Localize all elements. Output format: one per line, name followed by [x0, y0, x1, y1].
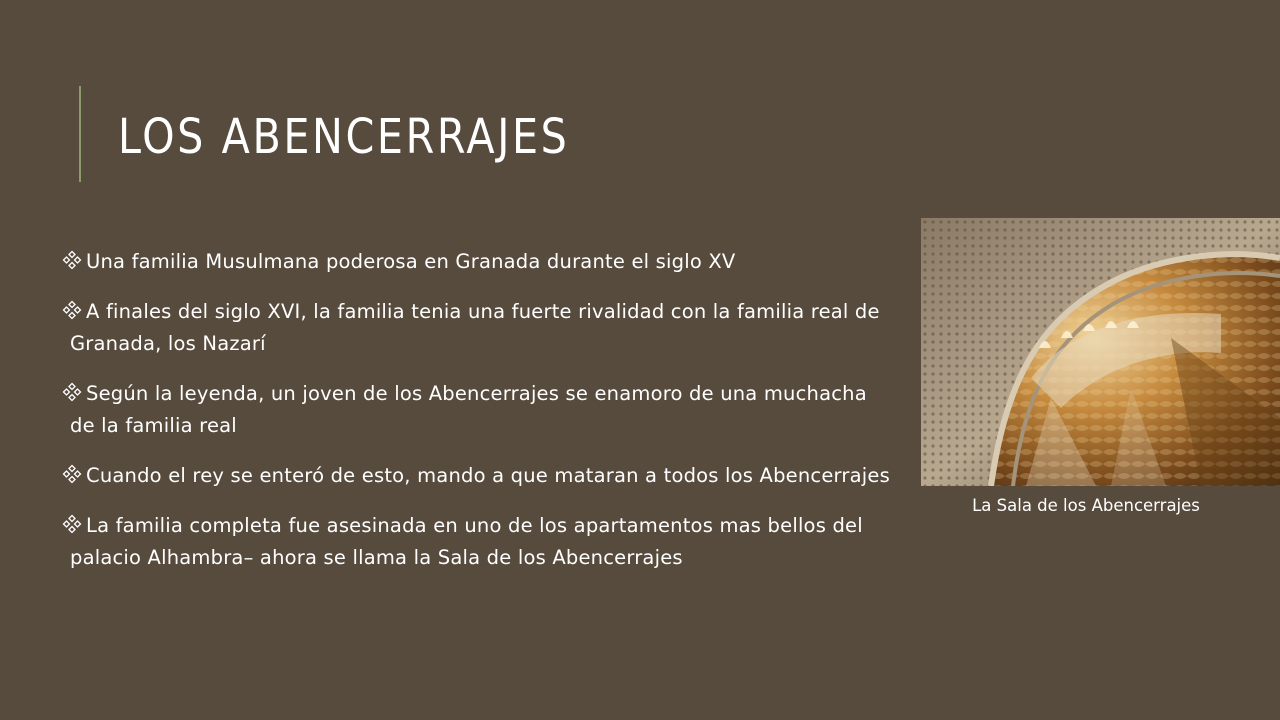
bullet-list [62, 246, 892, 592]
slide-title: LOS ABENCERRAJES [118, 109, 570, 165]
bullet-item [62, 510, 892, 574]
bullet-item [62, 296, 892, 360]
four-diamond-bullet-icon [62, 464, 82, 484]
bullet-item [62, 378, 892, 442]
muqarnas-ceiling-photo [921, 218, 1280, 486]
bullet-item [62, 460, 892, 492]
image-caption: La Sala de los Abencerrajes [972, 496, 1200, 515]
title-accent-bar [79, 86, 81, 182]
four-diamond-bullet-icon [62, 382, 82, 402]
bullet-text: La familia completa fue asesinada en uno de los apartamentos mas bellos del palacio Alhambra– ahora se llama la Sala de los Abencerrajes [70, 514, 863, 569]
bullet-item [62, 246, 892, 278]
bullet-text: Cuando el rey se enteró de esto, mando a que mataran a todos los Abencerrajes [86, 464, 890, 487]
bullet-text: Según la leyenda, un joven de los Abencerrajes se enamoro de una muchacha de la familia real [70, 382, 867, 437]
bullet-text: A finales del siglo XVI, la familia tenia una fuerte rivalidad con la familia real de Granada, los Nazarí [70, 300, 880, 355]
four-diamond-bullet-icon [62, 514, 82, 534]
four-diamond-bullet-icon [62, 300, 82, 320]
bullet-text: Una familia Musulmana poderosa en Granada durante el siglo XV [86, 250, 736, 273]
four-diamond-bullet-icon [62, 250, 82, 270]
